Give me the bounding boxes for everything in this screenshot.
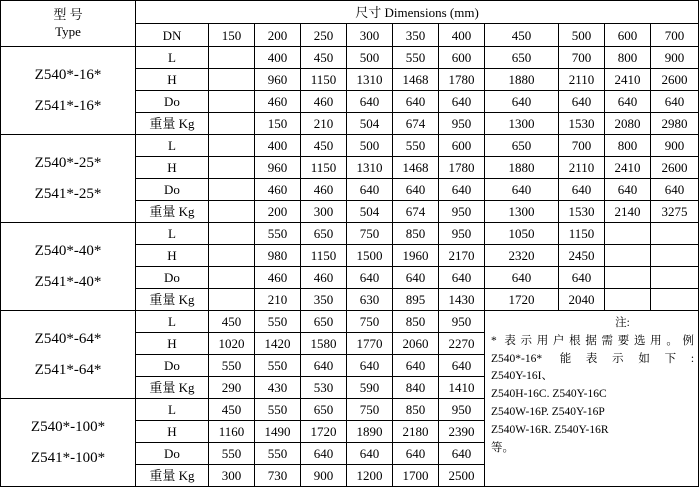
row-label: 重量 Kg	[136, 113, 209, 135]
value-cell: 2410	[605, 157, 651, 179]
value-cell: 2110	[559, 69, 605, 91]
model-name: Z540*-16*	[34, 66, 102, 83]
note-line2: Z540*-16* 能表示如下:	[491, 352, 695, 365]
value-cell: 650	[301, 223, 347, 245]
value-cell: 2270	[439, 333, 485, 355]
value-cell: 1468	[393, 69, 439, 91]
value-cell	[605, 267, 651, 289]
value-cell: 640	[485, 179, 559, 201]
value-cell: 950	[439, 311, 485, 333]
value-cell: 650	[301, 311, 347, 333]
value-cell: 3275	[651, 201, 699, 223]
value-cell: 1310	[347, 69, 393, 91]
value-cell: 1420	[255, 333, 301, 355]
value-cell: 640	[347, 91, 393, 113]
value-cell	[651, 289, 699, 311]
value-cell: 1720	[485, 289, 559, 311]
value-cell: 460	[301, 91, 347, 113]
value-cell: 200	[255, 201, 301, 223]
value-cell: 290	[209, 377, 255, 399]
value-cell: 2110	[559, 157, 605, 179]
value-cell: 850	[393, 311, 439, 333]
model-name: Z540*-100*	[30, 418, 106, 435]
value-cell	[209, 267, 255, 289]
value-cell: 640	[347, 267, 393, 289]
value-cell	[605, 289, 651, 311]
value-cell: 700	[559, 135, 605, 157]
value-cell: 960	[255, 69, 301, 91]
value-cell: 980	[255, 245, 301, 267]
value-cell: 1500	[347, 245, 393, 267]
dn-value: 200	[255, 24, 301, 47]
table-row	[1, 311, 699, 333]
value-cell	[209, 135, 255, 157]
row-label: Do	[136, 91, 209, 113]
value-cell: 1880	[485, 69, 559, 91]
value-cell: 1300	[485, 113, 559, 135]
value-cell: 550	[255, 223, 301, 245]
model-name: Z540*-64*	[34, 330, 102, 347]
value-cell: 640	[301, 355, 347, 377]
value-cell: 350	[301, 289, 347, 311]
value-cell: 640	[439, 355, 485, 377]
note-line1: * 表示用户根据需要选用。例	[491, 334, 695, 347]
value-cell: 640	[393, 91, 439, 113]
value-cell: 640	[347, 355, 393, 377]
value-cell: 1150	[301, 69, 347, 91]
value-cell: 504	[347, 201, 393, 223]
type-header-en: Type	[55, 23, 81, 39]
model-cell	[1, 399, 136, 487]
value-cell: 750	[347, 311, 393, 333]
value-cell: 640	[485, 91, 559, 113]
value-cell	[209, 113, 255, 135]
value-cell: 550	[255, 355, 301, 377]
row-label: Do	[136, 179, 209, 201]
model-cell	[1, 311, 136, 399]
value-cell: 1700	[393, 465, 439, 487]
value-cell: 1020	[209, 333, 255, 355]
value-cell: 1150	[559, 223, 605, 245]
value-cell: 640	[651, 179, 699, 201]
value-cell: 640	[605, 179, 651, 201]
value-cell: 430	[255, 377, 301, 399]
value-cell: 300	[301, 201, 347, 223]
model-name: Z541*-64*	[34, 361, 102, 378]
model-cell	[1, 135, 136, 223]
value-cell: 400	[255, 135, 301, 157]
value-cell	[209, 179, 255, 201]
value-cell	[651, 267, 699, 289]
value-cell: 450	[301, 47, 347, 69]
value-cell: 1530	[559, 201, 605, 223]
value-cell: 2410	[605, 69, 651, 91]
value-cell	[209, 91, 255, 113]
dn-label: DN	[136, 24, 209, 47]
value-cell: 400	[255, 47, 301, 69]
dimensions-title: 尺寸 Dimensions (mm)	[136, 1, 699, 24]
value-cell	[209, 69, 255, 91]
value-cell: 640	[651, 91, 699, 113]
dn-value: 250	[301, 24, 347, 47]
value-cell: 640	[347, 443, 393, 465]
value-cell: 750	[347, 399, 393, 421]
value-cell: 500	[347, 47, 393, 69]
value-cell: 1430	[439, 289, 485, 311]
value-cell	[209, 157, 255, 179]
value-cell: 640	[393, 443, 439, 465]
row-label: Do	[136, 267, 209, 289]
value-cell: 640	[439, 91, 485, 113]
value-cell: 460	[255, 179, 301, 201]
value-cell	[605, 245, 651, 267]
value-cell: 750	[347, 223, 393, 245]
value-cell: 850	[393, 223, 439, 245]
value-cell: 950	[439, 113, 485, 135]
model-name: Z541*-40*	[34, 273, 102, 290]
value-cell: 674	[393, 113, 439, 135]
model-name: Z541*-25*	[34, 185, 102, 202]
value-cell: 1780	[439, 69, 485, 91]
value-cell: 650	[301, 399, 347, 421]
value-cell: 950	[439, 399, 485, 421]
value-cell: 1410	[439, 377, 485, 399]
dn-value: 450	[485, 24, 559, 47]
value-cell: 2320	[485, 245, 559, 267]
value-cell: 550	[209, 443, 255, 465]
value-cell: 800	[605, 135, 651, 157]
model-name: Z540*-40*	[34, 242, 102, 259]
value-cell	[209, 47, 255, 69]
row-label: L	[136, 223, 209, 245]
value-cell: 2600	[651, 69, 699, 91]
row-label: L	[136, 399, 209, 421]
note-line7: 等。	[491, 441, 514, 454]
note-line3: Z540Y-16I、	[491, 370, 553, 383]
value-cell: 2500	[439, 465, 485, 487]
value-cell: 210	[301, 113, 347, 135]
value-cell: 850	[393, 399, 439, 421]
value-cell: 950	[439, 223, 485, 245]
row-label: L	[136, 135, 209, 157]
value-cell: 960	[255, 157, 301, 179]
table-row	[1, 135, 699, 157]
header-row	[1, 1, 699, 24]
value-cell: 530	[301, 377, 347, 399]
model-name: Z541*-100*	[30, 449, 106, 466]
value-cell: 1468	[393, 157, 439, 179]
note-line4: Z540H-16C. Z540Y-16C	[491, 388, 607, 401]
value-cell: 650	[485, 135, 559, 157]
value-cell	[209, 223, 255, 245]
value-cell: 600	[439, 47, 485, 69]
value-cell: 640	[439, 179, 485, 201]
value-cell: 1580	[301, 333, 347, 355]
value-cell: 2450	[559, 245, 605, 267]
value-cell: 674	[393, 201, 439, 223]
dn-value: 600	[605, 24, 651, 47]
value-cell: 1490	[255, 421, 301, 443]
value-cell: 150	[255, 113, 301, 135]
value-cell: 950	[439, 201, 485, 223]
value-cell: 640	[439, 443, 485, 465]
value-cell: 1160	[209, 421, 255, 443]
row-label: H	[136, 245, 209, 267]
value-cell: 590	[347, 377, 393, 399]
value-cell: 640	[301, 443, 347, 465]
dn-value: 400	[439, 24, 485, 47]
value-cell: 1200	[347, 465, 393, 487]
row-label: L	[136, 47, 209, 69]
dn-value: 150	[209, 24, 255, 47]
row-label: Do	[136, 443, 209, 465]
value-cell: 300	[209, 465, 255, 487]
row-label: 重量 Kg	[136, 377, 209, 399]
value-cell: 550	[255, 399, 301, 421]
row-label: H	[136, 333, 209, 355]
value-cell: 2980	[651, 113, 699, 135]
model-cell	[1, 223, 136, 311]
value-cell: 1880	[485, 157, 559, 179]
value-cell: 1780	[439, 157, 485, 179]
row-label: H	[136, 157, 209, 179]
value-cell: 1890	[347, 421, 393, 443]
value-cell: 2600	[651, 157, 699, 179]
value-cell: 2060	[393, 333, 439, 355]
row-label: 重量 Kg	[136, 465, 209, 487]
note-line5: Z540W-16P. Z540Y-16P	[491, 406, 605, 419]
value-cell: 640	[393, 179, 439, 201]
value-cell: 450	[209, 399, 255, 421]
value-cell: 640	[393, 267, 439, 289]
value-cell: 895	[393, 289, 439, 311]
table-row	[1, 223, 699, 245]
value-cell: 450	[209, 311, 255, 333]
value-cell: 730	[255, 465, 301, 487]
value-cell: 650	[485, 47, 559, 69]
value-cell: 1300	[485, 201, 559, 223]
value-cell: 640	[347, 179, 393, 201]
row-label: H	[136, 421, 209, 443]
value-cell: 1150	[301, 157, 347, 179]
value-cell: 1720	[301, 421, 347, 443]
value-cell: 1150	[301, 245, 347, 267]
value-cell: 2180	[393, 421, 439, 443]
type-header-cell	[1, 1, 136, 47]
value-cell: 1960	[393, 245, 439, 267]
row-label: H	[136, 69, 209, 91]
value-cell: 800	[605, 47, 651, 69]
value-cell: 640	[605, 91, 651, 113]
value-cell: 460	[301, 267, 347, 289]
note-title: 注:	[615, 317, 630, 329]
value-cell: 640	[439, 267, 485, 289]
value-cell: 900	[651, 135, 699, 157]
model-name: Z541*-16*	[34, 97, 102, 114]
dn-value: 350	[393, 24, 439, 47]
value-cell: 2140	[605, 201, 651, 223]
dn-value: 300	[347, 24, 393, 47]
value-cell: 550	[209, 355, 255, 377]
value-cell: 900	[651, 47, 699, 69]
value-cell: 640	[559, 179, 605, 201]
value-cell: 630	[347, 289, 393, 311]
value-cell: 550	[393, 135, 439, 157]
value-cell: 1770	[347, 333, 393, 355]
value-cell: 210	[255, 289, 301, 311]
value-cell	[209, 245, 255, 267]
value-cell: 640	[559, 91, 605, 113]
row-label: Do	[136, 355, 209, 377]
value-cell: 1310	[347, 157, 393, 179]
value-cell: 550	[255, 311, 301, 333]
value-cell: 2080	[605, 113, 651, 135]
value-cell: 504	[347, 113, 393, 135]
note-cell	[485, 311, 699, 487]
table-row	[1, 47, 699, 69]
value-cell: 640	[393, 355, 439, 377]
row-label: 重量 Kg	[136, 201, 209, 223]
value-cell: 460	[255, 91, 301, 113]
type-header-cn: 型 号	[53, 7, 83, 23]
value-cell: 550	[255, 443, 301, 465]
value-cell: 900	[301, 465, 347, 487]
value-cell: 2040	[559, 289, 605, 311]
row-label: 重量 Kg	[136, 289, 209, 311]
value-cell: 460	[255, 267, 301, 289]
value-cell: 1530	[559, 113, 605, 135]
dn-value: 500	[559, 24, 605, 47]
value-cell: 450	[301, 135, 347, 157]
value-cell	[651, 245, 699, 267]
value-cell: 460	[301, 179, 347, 201]
value-cell: 600	[439, 135, 485, 157]
value-cell: 1050	[485, 223, 559, 245]
value-cell: 700	[559, 47, 605, 69]
value-cell	[209, 289, 255, 311]
dn-value: 700	[651, 24, 699, 47]
note-line6: Z540W-16R. Z540Y-16R	[491, 423, 609, 436]
value-cell	[651, 223, 699, 245]
value-cell: 500	[347, 135, 393, 157]
value-cell: 2390	[439, 421, 485, 443]
row-label: L	[136, 311, 209, 333]
model-name: Z540*-25*	[34, 154, 102, 171]
value-cell	[605, 223, 651, 245]
value-cell	[209, 201, 255, 223]
value-cell: 550	[393, 47, 439, 69]
value-cell: 640	[559, 267, 605, 289]
value-cell: 640	[485, 267, 559, 289]
value-cell: 840	[393, 377, 439, 399]
model-cell	[1, 47, 136, 135]
value-cell: 2170	[439, 245, 485, 267]
